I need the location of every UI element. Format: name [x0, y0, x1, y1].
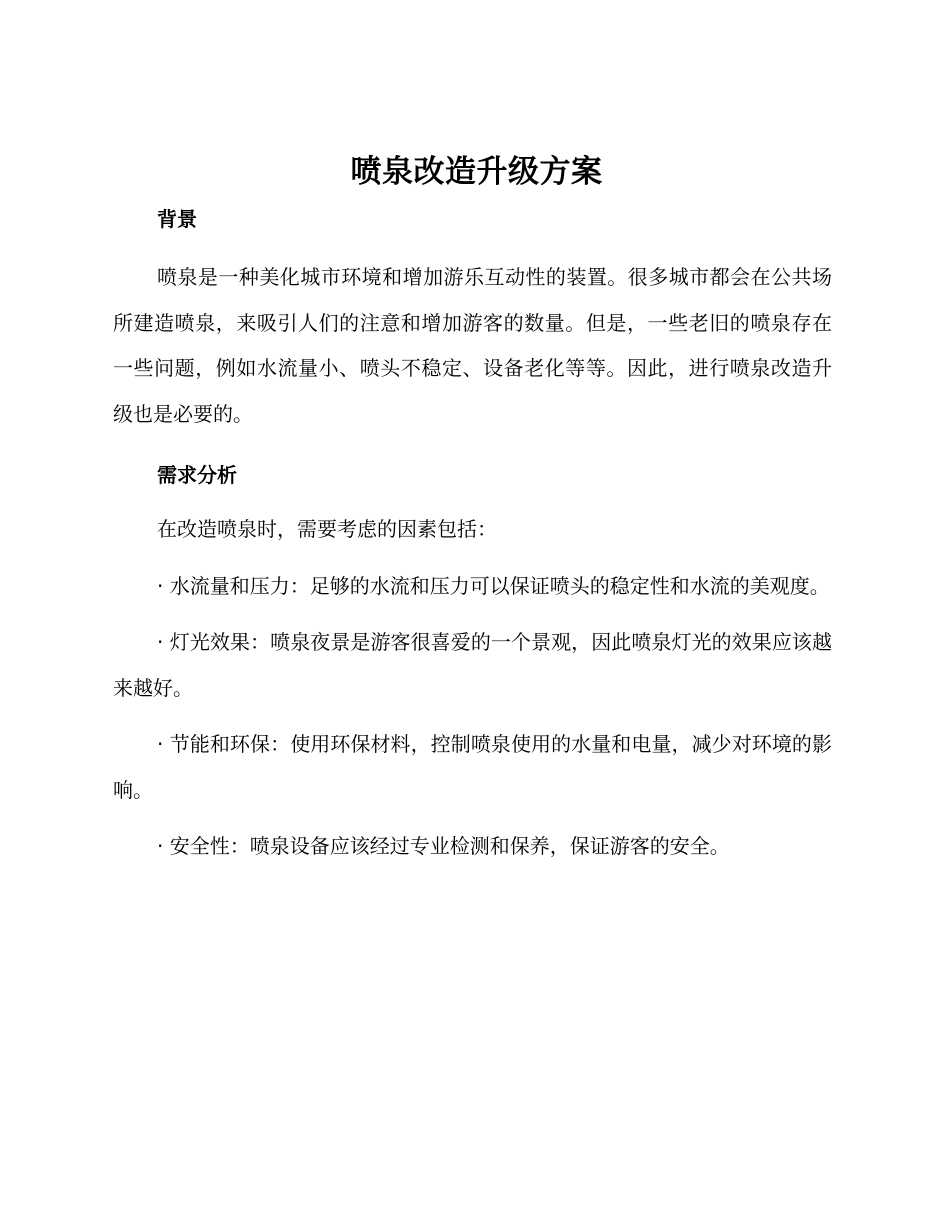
bullet-item-water-flow: · 水流量和压力：足够的水流和压力可以保证喷头的稳定性和水流的美观度。: [157, 573, 830, 598]
requirements-intro: 在改造喷泉时，需要考虑的因素包括：: [157, 517, 497, 541]
bullet-item-lighting: · 灯光效果：喷泉夜景是游客很喜爱的一个景观，因此喷泉灯光的效果应该越来越好。: [113, 630, 832, 700]
section-heading-requirements: 需求分析: [157, 463, 237, 487]
bullet-item-safety: · 安全性：喷泉设备应该经过专业检测和保养，保证游客的安全。: [157, 834, 730, 858]
bullet-item-energy: · 节能和环保：使用环保材料，控制喷泉使用的水量和电量，减少对环境的影响。: [113, 732, 832, 802]
document-title: 喷泉改造升级方案: [350, 154, 603, 190]
section-heading-background: 背景: [157, 207, 197, 231]
background-paragraph: 喷泉是一种美化城市环境和增加游乐互动性的装置。很多城市都会在公共场所建造喷泉，来吸引人们的注意和增加游客的数量。但是，一些老旧的喷泉存在一些问题，例如水流量小、喷头不稳定、设备老化等等。因此，进行喷泉改造升级也是必要的。: [113, 265, 832, 426]
